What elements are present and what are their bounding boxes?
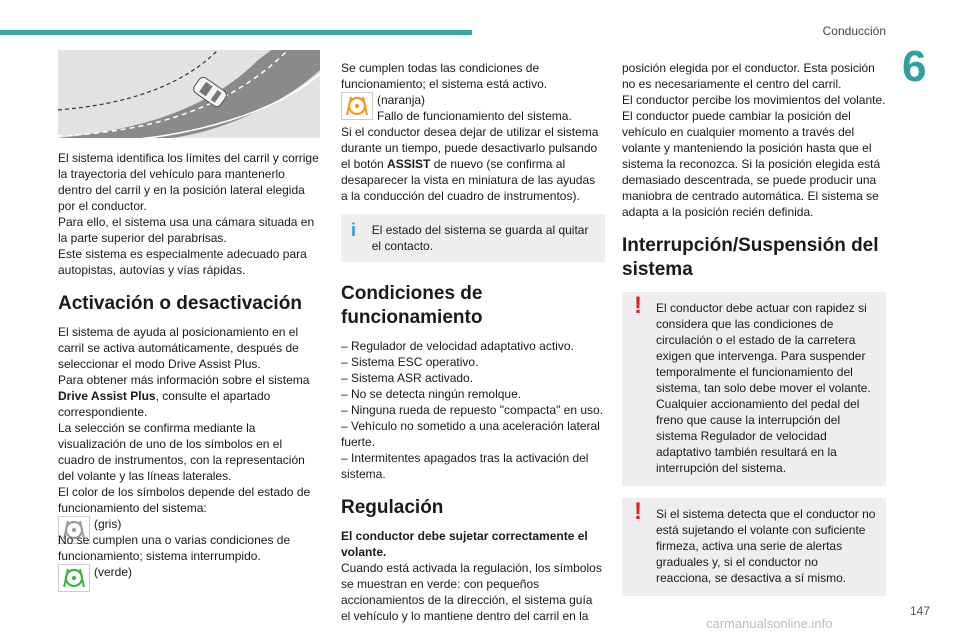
chapter-number: 6 bbox=[902, 42, 927, 91]
warning-box bbox=[622, 292, 886, 486]
info-note-box bbox=[341, 214, 605, 262]
header-accent-bar bbox=[0, 30, 472, 35]
activation-paragraph: El sistema de ayuda al posicionamiento en el carril se activa automáticamente, después de seleccionar el modo Drive Assist Plus. bbox=[58, 325, 299, 371]
continued-paragraph: posición elegida por el conductor. Esta posición no es necesariamente el centro del carril. bbox=[622, 61, 875, 91]
info-note-text: El estado del sistema se guarda al quitar el contacto. bbox=[371, 223, 589, 253]
list-item: – Sistema ESC operativo. bbox=[341, 355, 479, 369]
intro-paragraph: El sistema identifica los límites del carril y corrige la trayectoria del vehículo para mantenerlo dentro del carril y en la posición lateral elegida por el conductor. bbox=[58, 151, 319, 213]
regulation-bold: El conductor debe sujetar correctamente el volante. bbox=[341, 529, 588, 559]
heading-regulation: Regulación bbox=[341, 497, 444, 518]
column-3 bbox=[622, 60, 886, 596]
regulation-paragraph: Cuando está activada la regulación, los símbolos se muestran en verde: con pequeños accionamientos de la dirección, el sistema guía el vehículo y lo mantiene dentro del carril en la bbox=[341, 561, 602, 623]
intro-paragraph: Este sistema es especialmente adecuado para autopistas, autovías y vías rápidas. bbox=[58, 247, 307, 277]
symbol-green-row: (verde) bbox=[58, 564, 320, 592]
warning-text: Si el sistema detecta que el conductor no está sujetando el volante con suficiente firmeza, activa una serie de alertas graduales y, si el conductor no reacciona, se desactiva a sí mismo. bbox=[656, 507, 876, 585]
lane-keeping-steering-icon bbox=[58, 564, 90, 592]
symbol-orange-row: (naranja) Fallo de funcionamiento del sistema. bbox=[341, 92, 605, 124]
activation-paragraph: Para obtener más información sobre el sistema Drive Assist Plus, consulte el apartado correspondiente. bbox=[58, 373, 310, 419]
intro-paragraph: Para ello, el sistema usa una cámara situada en la parte superior del parabrisas. bbox=[58, 215, 315, 245]
activation-paragraph: El color de los símbolos depende del estado de funcionamiento del sistema: bbox=[58, 485, 311, 515]
list-item: – Ninguna rueda de repuesto "compacta" en uso. bbox=[341, 403, 604, 417]
continued-paragraph: El conductor percibe los movimientos del volante. bbox=[622, 93, 886, 107]
warning-icon: ! bbox=[634, 498, 642, 525]
column-2 bbox=[341, 60, 605, 624]
page-number: 147 bbox=[909, 604, 930, 618]
warning-icon: ! bbox=[634, 292, 642, 319]
heading-conditions: Condiciones de funcionamiento bbox=[341, 283, 483, 328]
watermark: carmanualsonline.info bbox=[706, 616, 833, 631]
deactivation-paragraph: Si el conductor desea dejar de utilizar el sistema durante un tiempo, puede desactivarlo pulsando el botón ASSIST de nuevo (se confirma al desaparecer la vista en miniatura de las ayudas a la conducción del cuadro de instrumentos). bbox=[341, 125, 599, 203]
list-item: – No se detecta ningún remolque. bbox=[341, 387, 522, 401]
list-item: – Intermitentes apagados tras la activación del sistema. bbox=[341, 451, 589, 481]
symbol-grey-description: No se cumplen una o varias condiciones de funcionamiento; sistema interrumpido. bbox=[58, 533, 291, 563]
column-1 bbox=[58, 150, 320, 592]
continued-paragraph: El conductor puede cambiar la posición del vehículo en cualquier momento a través del volante y manteniendo la posición hasta que el sistema la reconozca. Si la posición elegida está demasiado descentrada, se puede producir una maniobra de centrado automática. El sistema se adapta a la posición recién definida. bbox=[622, 109, 881, 219]
list-item: – Sistema ASR activado. bbox=[341, 371, 474, 385]
symbol-grey-row: (gris) bbox=[58, 516, 320, 544]
heading-interruption: Interrupción/Suspensión del sistema bbox=[622, 235, 879, 280]
green-description: Se cumplen todas las condiciones de funcionamiento; el sistema está activo. bbox=[341, 61, 548, 91]
info-icon: i bbox=[351, 220, 357, 240]
lane-illustration bbox=[58, 50, 320, 138]
conditions-list bbox=[341, 338, 605, 482]
heading-activation: Activación o desactivación bbox=[58, 293, 302, 314]
lane-keeping-steering-icon bbox=[341, 92, 373, 120]
warning-box bbox=[622, 498, 886, 596]
warning-text: El conductor debe actuar con rapidez si considera que las condiciones de circulación o el estado de la carretera exigen que intervenga. Para suspender temporalmente el funcionamiento del sistema, tan solo debe mover el volante. Cualquier accionamiento del pedal del freno que cause la interrupción del sistema Regulador de velocidad adaptativo también resultará en la interrupción del sistema. bbox=[656, 301, 871, 475]
list-item: – Vehículo no sometido a una aceleración lateral fuerte. bbox=[341, 419, 600, 449]
section-title: Conducción bbox=[822, 24, 886, 38]
activation-paragraph: La selección se confirma mediante la visualización de uno de los símbolos en el cuadro de instrumentos, con la representación del volante y las líneas laterales. bbox=[58, 421, 305, 483]
list-item: – Regulador de velocidad adaptativo activo. bbox=[341, 339, 574, 353]
road-curve-image bbox=[58, 50, 320, 138]
